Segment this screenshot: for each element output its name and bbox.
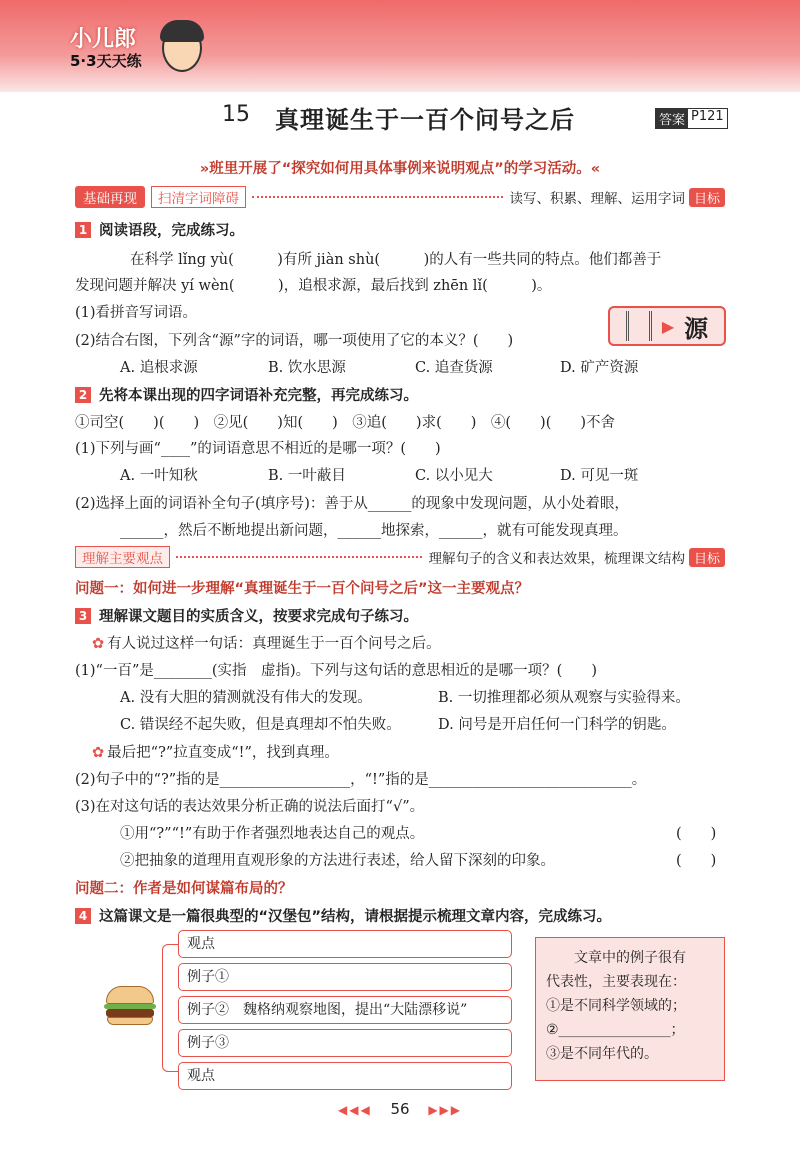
tip-line: 文章中的例子很有: [574, 950, 686, 966]
structure-bracket: [162, 944, 178, 1072]
structure-row[interactable]: 例子② 魏格纳观察地图，提出“大陆漂移说”: [178, 996, 512, 1024]
divider: [176, 556, 422, 558]
lead-text: 最后把“?”拉直变成“!”，找到真理。: [107, 745, 339, 761]
sub-question: (2)结合右图，下列含“源”字的词语，哪一项使用了它的本义？( ): [75, 333, 514, 349]
goal-tag: 目标: [689, 188, 725, 207]
question-number: 2: [75, 387, 91, 403]
lead-text: 有人说过这样一句话：真理诞生于一百个问号之后。: [107, 636, 441, 652]
question-2-heading: [75, 384, 418, 405]
question-title: 理解课文题目的实质含义，按要求完成句子练习。: [99, 609, 418, 625]
structure-row[interactable]: 观点: [178, 930, 512, 958]
option: D. 可见一斑: [560, 468, 639, 484]
page-number: 56: [390, 1100, 410, 1118]
problem-1: 问题一：如何进一步理解“真理诞生于一百个问号之后”这一主要观点？: [75, 581, 530, 597]
option: A. 一叶知秋: [120, 468, 198, 484]
tip-line: ①是不同科学领域的；: [546, 998, 686, 1014]
question-4-heading: [75, 905, 611, 926]
sub-question: (1)“一百”是________(实指 虚指)。下列与这句话的意思相近的是哪一项？( ): [75, 663, 597, 679]
passage-line: 发现问题并解决 yí wèn( )，追根求源，最后找到 zhēn lǐ( )。: [75, 278, 552, 294]
series-name: 5·3天天练: [70, 52, 142, 70]
option: A. 没有大胆的猜测就没有伟大的发现。: [120, 690, 372, 706]
section-tag: 基础再现: [75, 186, 145, 208]
question-number: 1: [75, 222, 91, 238]
question-title: 这篇课文是一篇很典型的“汉堡包”结构，请根据提示梳理文章内容，完成练习。: [99, 909, 612, 925]
divider: [252, 196, 503, 198]
option: B. 一叶蔽目: [268, 468, 346, 484]
lesson-number: 15: [222, 102, 250, 127]
goal-tag: 目标: [689, 548, 725, 567]
modern-character: 源: [684, 314, 709, 343]
tip-line[interactable]: ②________________；: [546, 1022, 685, 1038]
left-arrows-icon: ◀◀◀: [337, 1103, 372, 1117]
answer-paren[interactable]: ( ): [676, 853, 717, 869]
tip-line: ③是不同年代的。: [546, 1046, 658, 1062]
option: A. 追根求源: [120, 360, 198, 376]
answer-paren[interactable]: ( ): [676, 826, 717, 842]
answer-page: P121: [691, 109, 724, 124]
tip-line: 代表性，主要表现在：: [546, 974, 686, 990]
sub-question: (2)选择上面的词语补全句子(填序号)：善于从______的现象中发现问题，从小处着眼，: [75, 496, 629, 512]
option: D. 问号是开启任何一门科学的钥匙。: [438, 717, 676, 733]
structure-rows: [178, 930, 512, 1095]
question-3-heading: [75, 605, 418, 626]
structure-row[interactable]: 例子③: [178, 1029, 512, 1057]
option: B. 饮水思源: [268, 360, 346, 376]
sub-question: (2)句子中的“?”指的是__________________，“!”指的是____________________________。: [75, 772, 647, 788]
page-footer: [0, 1100, 800, 1118]
option: B. 一切推理都必须从观察与实验得来。: [438, 690, 690, 706]
brand-logo: [70, 22, 210, 82]
fill-blank-line: ①司空( )( ) ②见( )知( ) ③追( )求( ) ④( )( )不舍: [75, 415, 616, 431]
question-number: 3: [75, 608, 91, 624]
structure-row[interactable]: 例子①: [178, 963, 512, 991]
character-evolution-image: [608, 306, 726, 346]
sub-question-cont: ______，然后不断地提出新问题，______地探索，______，就有可能发现真理。: [120, 523, 628, 539]
section-subtag: 扫清字词障碍: [151, 186, 246, 208]
page-title: 真理诞生于一百个问号之后: [275, 106, 575, 134]
problem-2: 问题二：作者是如何谋篇布局的？: [75, 881, 293, 897]
hamburger-icon: [104, 986, 156, 1026]
question-1-heading: [75, 219, 244, 240]
option: C. 追查货源: [415, 360, 493, 376]
judgement-item: ②把抽象的道理用直观形象的方法进行表述，给人留下深刻的印象。: [120, 853, 555, 869]
ancient-character-icon: [626, 311, 652, 341]
answer-label: 答案: [656, 109, 688, 128]
answer-reference: [655, 108, 728, 129]
question-number: 4: [75, 908, 91, 924]
question-title: 先将本课出现的四字词语补充完整，再完成练习。: [99, 388, 418, 404]
tip-box: [535, 937, 725, 1081]
section-tag: 理解主要观点: [75, 546, 170, 568]
activity-banner: »班里开展了“探究如何用具体事例来说明观点”的学习活动。«: [199, 161, 601, 177]
option: C. 以小见大: [415, 468, 493, 484]
structure-row[interactable]: 观点: [178, 1062, 512, 1090]
judgement-item: ①用“?”“!”有助于作者强烈地表达自己的观点。: [120, 826, 425, 842]
option: C. 错误经不起失败，但是真理却不怕失败。: [120, 717, 401, 733]
goal-text: 理解句子的含义和表达效果，梳理课文结构: [428, 551, 685, 567]
section-bar-viewpoint: [75, 546, 725, 568]
sub-question: (1)下列与画“____”的词语意思不相近的是哪一项？( ): [75, 441, 441, 457]
brand-name: 小儿郎: [70, 27, 137, 52]
mascot-hair: [160, 20, 204, 42]
option: D. 矿产资源: [560, 360, 639, 376]
passage-line: 在科学 lǐng yù( )有所 jiàn shù( )的人有一些共同的特点。他们都善于: [130, 252, 662, 268]
sub-question: (1)看拼音写词语。: [75, 305, 198, 321]
question-title: 阅读语段，完成练习。: [99, 223, 244, 239]
lead-sentence: [92, 741, 339, 762]
section-bar-basics: [75, 186, 725, 208]
right-arrows-icon: ▶▶▶: [428, 1103, 463, 1117]
lead-sentence: [92, 632, 441, 653]
flower-icon: ✿: [92, 636, 105, 652]
arrow-icon: ▶: [661, 316, 675, 336]
flower-icon: ✿: [92, 745, 105, 761]
goal-text: 读写、积累、理解、运用字词: [509, 191, 685, 207]
sub-question: (3)在对这句话的表达效果分析正确的说法后面打“√”。: [75, 799, 425, 815]
